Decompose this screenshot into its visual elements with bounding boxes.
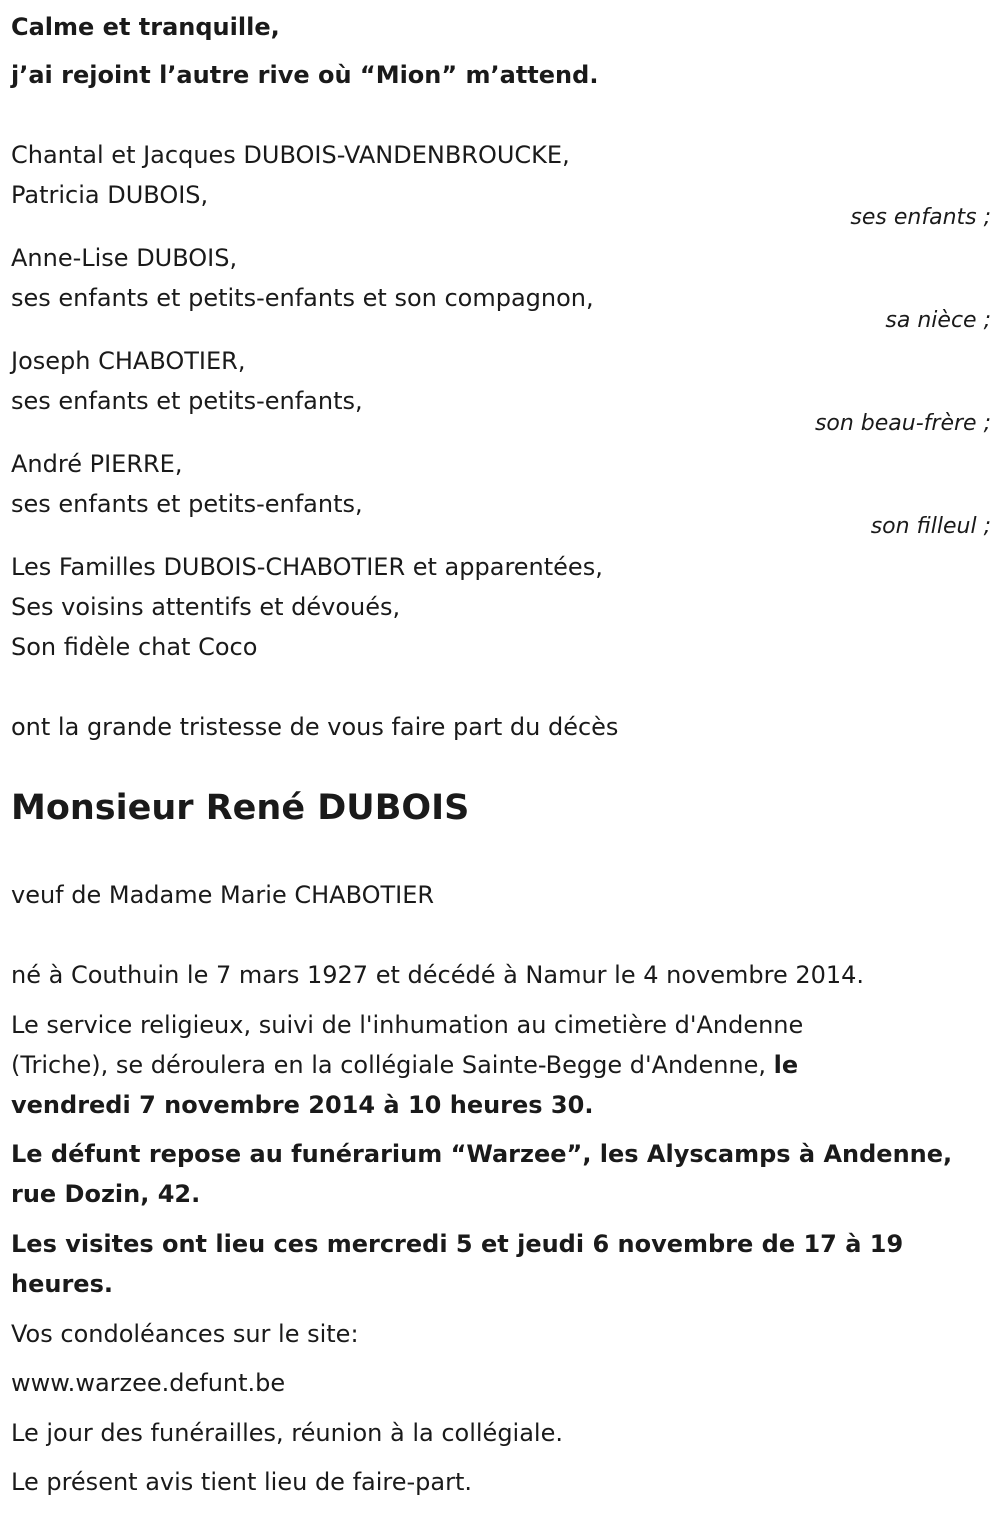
deceased-name: Monsieur René DUBOIS — [11, 788, 470, 828]
condolences-label: Vos condoléances sur le site: — [11, 1320, 359, 1348]
service-line-2 — [11, 1050, 798, 1080]
service-line-2-regular: (Triche), se déroulera en la collégiale Sainte-Begge d'Andenne, — [11, 1051, 774, 1079]
relation-children: ses enfants ; — [850, 205, 991, 230]
announcement-text: ont la grande tristesse de vous faire part du décès — [11, 713, 619, 741]
relation-brother-in-law: son beau-frère ; — [814, 411, 991, 436]
closing-notice: Le présent avis tient lieu de faire-part. — [11, 1468, 473, 1496]
family-brother-in-law-line-2: ses enfants et petits-enfants, — [11, 387, 363, 415]
funerarium-line-2: rue Dozin, 42. — [11, 1180, 201, 1208]
visits-line-2: heures. — [11, 1270, 113, 1298]
family-others-line: Ses voisins attentifs et dévoués, — [11, 593, 401, 621]
widower-text: veuf de Madame Marie CHABOTIER — [11, 881, 435, 909]
epigraph-line-1: Calme et tranquille, — [11, 13, 280, 41]
relation-niece: sa nièce ; — [885, 308, 991, 333]
family-others-line: Son fidèle chat Coco — [11, 633, 258, 661]
family-children-line-1: Chantal et Jacques DUBOIS-VANDENBROUCKE, — [11, 141, 570, 169]
closing-reunion: Le jour des funérailles, réunion à la collégiale. — [11, 1419, 563, 1447]
family-others-line: Les Familles DUBOIS-CHABOTIER et apparentées, — [11, 553, 603, 581]
funerarium-line-1: Le défunt repose au funérarium “Warzee”, les Alyscamps à Andenne, — [11, 1140, 953, 1168]
family-godson-line-1: André PIERRE, — [11, 450, 183, 478]
service-line-1: Le service religieux, suivi de l'inhumation au cimetière d'Andenne — [11, 1011, 804, 1039]
condolences-website: www.warzee.defunt.be — [11, 1369, 286, 1397]
service-line-3: vendredi 7 novembre 2014 à 10 heures 30. — [11, 1091, 594, 1119]
service-line-2-bold: le — [773, 1051, 799, 1079]
visits-line-1: Les visites ont lieu ces mercredi 5 et jeudi 6 novembre de 17 à 19 — [11, 1230, 904, 1258]
family-godson-line-2: ses enfants et petits-enfants, — [11, 490, 363, 518]
family-niece-line-1: Anne-Lise DUBOIS, — [11, 244, 238, 272]
relation-godson: son filleul ; — [870, 514, 991, 539]
family-niece-line-2: ses enfants et petits-enfants et son compagnon, — [11, 284, 594, 312]
family-brother-in-law-line-1: Joseph CHABOTIER, — [11, 347, 246, 375]
birth-death-dates: né à Couthuin le 7 mars 1927 et décédé à Namur le 4 novembre 2014. — [11, 961, 865, 989]
epigraph-line-2: j’ai rejoint l’autre rive où “Mion” m’attend. — [11, 61, 599, 89]
family-children-line-2: Patricia DUBOIS, — [11, 181, 209, 209]
